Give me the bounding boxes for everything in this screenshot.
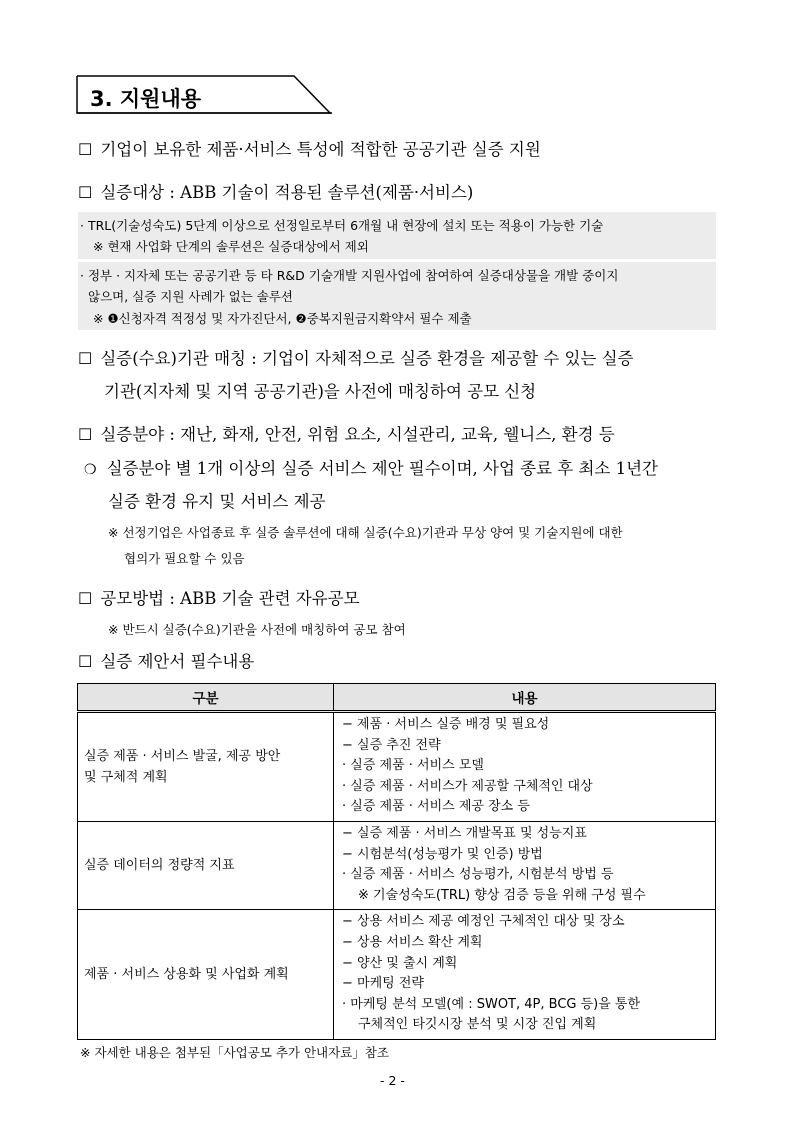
item-text-continued: 실증 환경 유지 및 서비스 제공 <box>108 492 326 511</box>
bullet-item-matching <box>78 345 633 369</box>
category-line: 실증 데이터의 정량적 지표 <box>84 858 235 874</box>
content-line: · 실증 제품 · 서비스가 제공할 구체적인 대상 <box>342 778 593 794</box>
table-header-category: 구분 <box>78 684 334 712</box>
item-text: 실증대상 : ABB 기술이 적용된 솔루션(제품·서비스) <box>100 183 474 202</box>
table-cell-content <box>334 910 716 1040</box>
page-number: - 2 - <box>380 1073 405 1088</box>
box-line-2: ※ 현재 사업화 단계의 솔루션은 실증대상에서 제외 <box>93 239 369 254</box>
table-header-content: 내용 <box>334 684 716 712</box>
circle-bullet-icon: ❍ <box>84 462 97 478</box>
content-line: − 실증 추진 전략 <box>342 737 441 753</box>
content-line: − 상용 서비스 제공 예정인 구체적인 대상 및 장소 <box>342 914 625 930</box>
item-text: 실증분야 별 1개 이상의 실증 서비스 제안 필수이며, 사업 종료 후 최소 1년간 <box>106 459 658 478</box>
bullet-item-support-scope <box>78 136 541 160</box>
content-line: − 시험분석(성능평가 및 인증) 방법 <box>342 846 543 862</box>
content-line: − 상용 서비스 확산 계획 <box>342 934 483 950</box>
table-row <box>78 910 716 1040</box>
content-line: 구체적인 타깃시장 분석 및 시장 진입 계획 <box>358 1017 597 1033</box>
content-line: − 실증 제품 · 서비스 개발목표 및 성능지표 <box>342 825 587 841</box>
table-cell-category <box>78 910 334 1040</box>
content-line: ※ 기술성숙도(TRL) 향상 검증 등을 위해 구성 필수 <box>358 887 646 903</box>
item-text-continued: 기관(지자체 및 지역 공공기관)을 사전에 매칭하여 공모 신청 <box>104 382 537 401</box>
content-line: · 실증 제품 · 서비스 성능평가, 시험분석 방법 등 <box>342 867 614 883</box>
checkbox-square-icon: ☐ <box>78 183 93 202</box>
bullet-item-method <box>78 585 360 609</box>
content-line: − 제품 · 서비스 실증 배경 및 필요성 <box>342 717 550 732</box>
footnote: ※ 자세한 내용은 첨부된「사업공모 추가 안내자료」참조 <box>80 1045 389 1060</box>
section-title: 3. 지원내용 <box>90 87 202 111</box>
box-line-4: 않으며, 실증 지원 사례가 없는 솔루션 <box>88 289 293 304</box>
table-cell-content <box>334 712 716 822</box>
checkbox-square-icon: ☐ <box>78 589 93 608</box>
content-line: · 실증 제품 · 서비스 제공 장소 등 <box>342 799 530 815</box>
table-cell-content <box>334 821 716 909</box>
table-cell-category <box>78 712 334 822</box>
checkbox-square-icon: ☐ <box>78 652 93 671</box>
box-line-1: · TRL(기술성숙도) 5단계 이상으로 선정일로부터 6개월 내 현장에 설치 또는 적용이 가능한 기술 <box>80 218 604 233</box>
item-text: 공모방법 : ABB 기술 관련 자유공모 <box>100 589 360 608</box>
bullet-item-requirements <box>78 648 254 672</box>
table-row <box>78 821 716 909</box>
content-line: · 마케팅 분석 모델(예 : SWOT, 4P, BCG 등)을 통한 <box>342 996 641 1012</box>
checkbox-square-icon: ☐ <box>78 425 93 444</box>
sub-item-proposal <box>84 455 658 479</box>
note-line-1: ※ 선정기업은 사업종료 후 실증 솔루션에 대해 실증(수요)기관과 무상 양여 및 기술지원에 대한 <box>108 525 623 540</box>
category-line: 및 구체적 계획 <box>84 769 168 785</box>
checkbox-square-icon: ☐ <box>78 140 93 159</box>
table-header-row <box>78 684 716 712</box>
item-text: 기업이 보유한 제품·서비스 특성에 적합한 공공기관 실증 지원 <box>100 140 541 159</box>
item-text: 실증분야 : 재난, 화재, 안전, 위험 요소, 시설관리, 교육, 웰니스, 환경 등 <box>100 425 615 444</box>
content-line: − 마케팅 전략 <box>342 976 424 992</box>
item-text: 실증(수요)기관 매칭 : 기업이 자체적으로 실증 환경을 제공할 수 있는 실증 <box>100 349 634 368</box>
bullet-item-target <box>78 179 473 203</box>
table-row <box>78 712 716 822</box>
note-line-2: 협의가 필요할 수 있음 <box>124 551 245 566</box>
item-text: 실증 제안서 필수내용 <box>100 652 255 671</box>
box-line-5: ※ ❶신청자격 적정성 및 자가진단서, ❷중복지원금지확약서 필수 제출 <box>93 311 472 326</box>
requirements-table <box>77 683 716 1040</box>
note-method: ※ 반드시 실증(수요)기관을 사전에 매칭하여 공모 참여 <box>108 622 406 637</box>
content-line: · 실증 제품 · 서비스 모델 <box>342 758 484 774</box>
table-cell-category <box>78 821 334 909</box>
category-line: 제품 · 서비스 상용화 및 사업화 계획 <box>84 967 289 983</box>
bullet-item-field <box>78 421 615 445</box>
checkbox-square-icon: ☐ <box>78 349 93 368</box>
content-line: − 양산 및 출시 계획 <box>342 955 458 971</box>
section-header <box>76 75 336 117</box>
box-line-3: · 정부 · 지자체 또는 공공기관 등 타 R&D 기술개발 지원사업에 참여하여 실증대상물을 개발 중이지 <box>80 268 619 283</box>
category-line: 실증 제품 · 서비스 발굴, 제공 방안 <box>84 748 281 764</box>
